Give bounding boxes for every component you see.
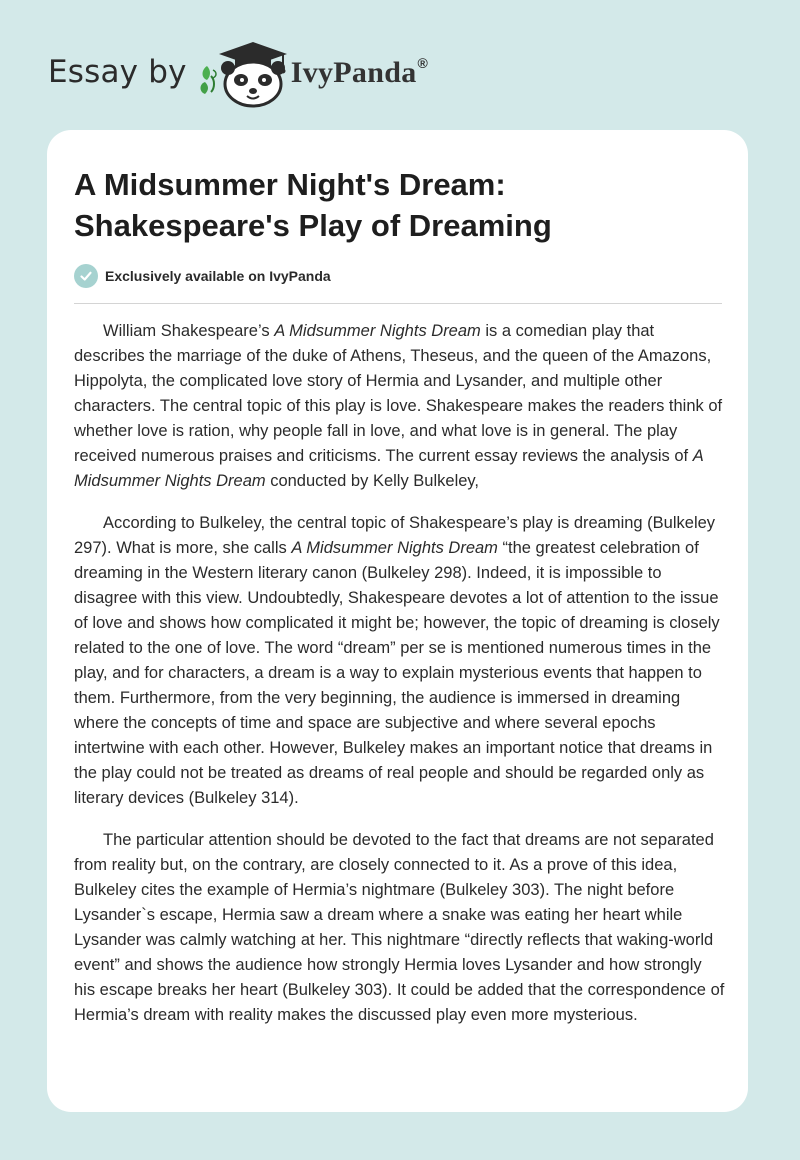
text-run: “the greatest celebration of dreaming in the Western literary canon (Bulkeley 298). Indeed, it is impossible to disagree with this view. Undoubtedly, Shakespeare devotes a lot of attention to the issue of love and shows how complicated it might be; however, the topic of dreaming is closely related to the one of love. The word “dream” per se is mentioned numerous times in the play, and for characters, a dream is a way to explain mysterious events that happen to them. Furthermore, from the very beginning, the audience is immersed in dreaming where the concepts of time and space are subjective and where several epochs intertwine with each other. However, Bulkeley makes an important notice that dreams in the play could not be treated as dreams of real people and should be regarded only as literary devices (Bulkeley 314). — [74, 539, 720, 807]
text-run: According to Bulkeley, the central topic of Shakespeare’s play is dreaming (Bulkeley 297). What is more, she calls — [74, 514, 716, 557]
title-line-2: Shakespeare's Play of Dreaming — [74, 208, 552, 243]
registered-mark: ® — [417, 54, 429, 71]
italic-title-run: A Midsummer Nights Dream — [291, 539, 498, 557]
essay-title — [74, 164, 714, 246]
text-run: William Shakespeare’s — [103, 322, 275, 340]
essay-body — [74, 319, 726, 1045]
divider — [74, 303, 722, 304]
check-icon — [74, 264, 98, 288]
brand-name[interactable] — [291, 55, 428, 90]
text-run: is a comedian play that describes the marriage of the duke of Athens, Theseus, and the queen of the Amazons, Hippolyta, the complicated love story of Hermia and Lysander, and multiple other characters. The central topic of this play is love. Shakespeare makes the readers think of whether love is ration, why people fall in love, and what love is in general. The play received numerous praises and criticisms. The current essay reviews the analysis of — [74, 322, 723, 465]
title-line-1: A Midsummer Night's Dream: — [74, 167, 506, 202]
essay-paragraph — [74, 511, 726, 811]
ivypanda-logo-icon[interactable] — [195, 36, 291, 108]
exclusive-label: Exclusively available on IvyPanda — [105, 268, 331, 284]
text-run: The particular attention should be devoted to the fact that dreams are not separated from reality but, on the contrary, are closely connected to it. As a prove of this idea, Bulkeley cites the example of Hermia’s nightmare (Bulkeley 303). The night before Lysander`s escape, Hermia saw a dream where a snake was eating her heart while Lysander was calmly watching at her. This nightmare “directly reflects that waking-world event” and shows the audience how strongly Hermia loves Lysander and how strongly his escape breaks her heart (Bulkeley 303). It could be added that the correspondence of Hermia’s dream with reality makes the discussed play even more mysterious. — [74, 831, 725, 1024]
essay-paragraph — [74, 319, 726, 494]
essay-by-label: Essay by — [48, 54, 187, 90]
text-run: conducted by Kelly Bulkeley, — [265, 472, 480, 490]
italic-title-run: A Midsummer Nights Dream — [274, 322, 481, 340]
brand-text: IvyPanda — [290, 55, 417, 89]
exclusive-badge — [74, 263, 331, 289]
italic-title-run: A Midsummer Nights Dream — [74, 447, 704, 490]
essay-card — [47, 130, 748, 1112]
site-header — [48, 36, 508, 108]
essay-paragraph — [74, 828, 726, 1028]
